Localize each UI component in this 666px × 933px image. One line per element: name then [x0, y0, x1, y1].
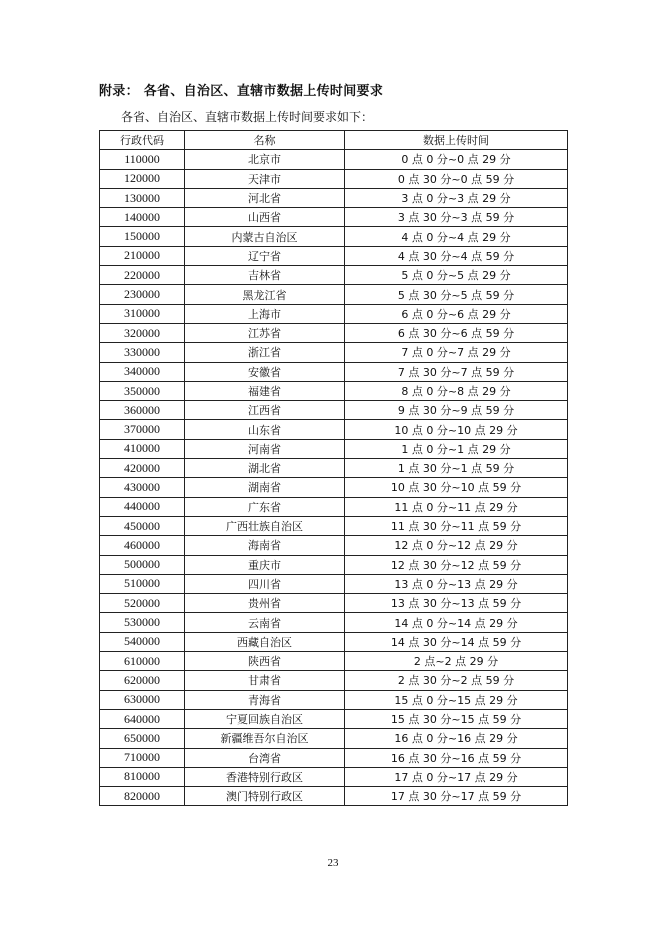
code-cell: 220000: [100, 266, 185, 285]
code-cell: 210000: [100, 246, 185, 265]
code-cell: 620000: [100, 671, 185, 690]
table-header-row: [100, 131, 568, 150]
table-row: [100, 613, 568, 632]
code-cell: 810000: [100, 767, 185, 786]
name-cell: 青海省: [185, 690, 345, 709]
table-row: [100, 516, 568, 535]
name-cell: 辽宁省: [185, 246, 345, 265]
time-cell: 12 点 0 分~12 点 29 分: [345, 536, 568, 555]
code-cell: 500000: [100, 555, 185, 574]
code-cell: 330000: [100, 343, 185, 362]
time-cell: 16 点 0 分~16 点 29 分: [345, 729, 568, 748]
time-cell: 6 点 0 分~6 点 29 分: [345, 304, 568, 323]
name-cell: 甘肃省: [185, 671, 345, 690]
intro-text: 各省、自治区、直辖市数据上传时间要求如下：: [121, 110, 374, 124]
name-cell: 云南省: [185, 613, 345, 632]
name-cell: 澳门特别行政区: [185, 787, 345, 806]
table-row: [100, 594, 568, 613]
code-cell: 370000: [100, 420, 185, 439]
table-row: [100, 748, 568, 767]
table-row: [100, 304, 568, 323]
code-cell: 310000: [100, 304, 185, 323]
table-row: [100, 227, 568, 246]
name-cell: 台湾省: [185, 748, 345, 767]
code-cell: 150000: [100, 227, 185, 246]
name-cell: 广东省: [185, 497, 345, 516]
time-cell: 15 点 0 分~15 点 29 分: [345, 690, 568, 709]
table-row: [100, 381, 568, 400]
table-row: [100, 555, 568, 574]
time-cell: 13 点 0 分~13 点 29 分: [345, 574, 568, 593]
code-cell: 540000: [100, 632, 185, 651]
time-cell: 3 点 30 分~3 点 59 分: [345, 208, 568, 227]
time-cell: 16 点 30 分~16 点 59 分: [345, 748, 568, 767]
code-cell: 520000: [100, 594, 185, 613]
time-cell: 9 点 30 分~9 点 59 分: [345, 401, 568, 420]
code-cell: 530000: [100, 613, 185, 632]
time-cell: 10 点 0 分~10 点 29 分: [345, 420, 568, 439]
table-row: [100, 401, 568, 420]
code-cell: 420000: [100, 459, 185, 478]
name-cell: 山西省: [185, 208, 345, 227]
code-cell: 450000: [100, 516, 185, 535]
table-row: [100, 323, 568, 342]
time-cell: 5 点 0 分~5 点 29 分: [345, 266, 568, 285]
table-row: [100, 787, 568, 806]
time-cell: 14 点 30 分~14 点 59 分: [345, 632, 568, 651]
time-cell: 7 点 30 分~7 点 59 分: [345, 362, 568, 381]
name-cell: 天津市: [185, 169, 345, 188]
name-cell: 福建省: [185, 381, 345, 400]
code-cell: 320000: [100, 323, 185, 342]
name-cell: 上海市: [185, 304, 345, 323]
code-cell: 610000: [100, 652, 185, 671]
time-cell: 11 点 0 分~11 点 29 分: [345, 497, 568, 516]
code-cell: 140000: [100, 208, 185, 227]
name-cell: 河南省: [185, 439, 345, 458]
table-row: [100, 632, 568, 651]
name-cell: 浙江省: [185, 343, 345, 362]
table-row: [100, 690, 568, 709]
code-cell: 350000: [100, 381, 185, 400]
time-cell: 6 点 30 分~6 点 59 分: [345, 323, 568, 342]
code-cell: 440000: [100, 497, 185, 516]
code-cell: 650000: [100, 729, 185, 748]
upload-schedule-table: [99, 130, 568, 806]
code-cell: 130000: [100, 188, 185, 207]
table-row: [100, 729, 568, 748]
name-cell: 吉林省: [185, 266, 345, 285]
name-cell: 陕西省: [185, 652, 345, 671]
time-cell: 1 点 30 分~1 点 59 分: [345, 459, 568, 478]
name-cell: 山东省: [185, 420, 345, 439]
time-cell: 13 点 30 分~13 点 59 分: [345, 594, 568, 613]
table-row: [100, 709, 568, 728]
table-row: [100, 208, 568, 227]
name-cell: 安徽省: [185, 362, 345, 381]
page-number: 23: [327, 857, 339, 869]
table-row: [100, 767, 568, 786]
name-cell: 江苏省: [185, 323, 345, 342]
table-row: [100, 150, 568, 169]
time-cell: 11 点 30 分~11 点 59 分: [345, 516, 568, 535]
time-cell: 7 点 0 分~7 点 29 分: [345, 343, 568, 362]
code-cell: 360000: [100, 401, 185, 420]
code-cell: 510000: [100, 574, 185, 593]
code-cell: 120000: [100, 169, 185, 188]
time-cell: 8 点 0 分~8 点 29 分: [345, 381, 568, 400]
time-cell: 3 点 0 分~3 点 29 分: [345, 188, 568, 207]
name-cell: 黑龙江省: [185, 285, 345, 304]
table-row: [100, 478, 568, 497]
appendix-heading: 附录： 各省、自治区、直辖市数据上传时间要求: [99, 84, 384, 99]
name-cell: 广西壮族自治区: [185, 516, 345, 535]
table-row: [100, 652, 568, 671]
code-cell: 630000: [100, 690, 185, 709]
table-row: [100, 266, 568, 285]
table-row: [100, 362, 568, 381]
name-cell: 江西省: [185, 401, 345, 420]
name-cell: 湖南省: [185, 478, 345, 497]
table-row: [100, 343, 568, 362]
code-cell: 340000: [100, 362, 185, 381]
time-cell: 5 点 30 分~5 点 59 分: [345, 285, 568, 304]
code-cell: 430000: [100, 478, 185, 497]
time-cell: 10 点 30 分~10 点 59 分: [345, 478, 568, 497]
table-row: [100, 536, 568, 555]
name-cell: 宁夏回族自治区: [185, 709, 345, 728]
table-row: [100, 188, 568, 207]
time-cell: 2 点 30 分~2 点 59 分: [345, 671, 568, 690]
name-cell: 新疆维吾尔自治区: [185, 729, 345, 748]
table-body: [100, 150, 568, 806]
time-cell: 17 点 0 分~17 点 29 分: [345, 767, 568, 786]
time-cell: 1 点 0 分~1 点 29 分: [345, 439, 568, 458]
name-cell: 北京市: [185, 150, 345, 169]
time-cell: 0 点 0 分~0 点 29 分: [345, 150, 568, 169]
table-row: [100, 420, 568, 439]
name-cell: 四川省: [185, 574, 345, 593]
table-row: [100, 459, 568, 478]
name-cell: 内蒙古自治区: [185, 227, 345, 246]
code-cell: 110000: [100, 150, 185, 169]
name-cell: 湖北省: [185, 459, 345, 478]
table-row: [100, 671, 568, 690]
code-cell: 820000: [100, 787, 185, 806]
code-cell: 710000: [100, 748, 185, 767]
header-upload-time: 数据上传时间: [345, 131, 568, 150]
table-row: [100, 246, 568, 265]
time-cell: 15 点 30 分~15 点 59 分: [345, 709, 568, 728]
name-cell: 重庆市: [185, 555, 345, 574]
table-row: [100, 285, 568, 304]
time-cell: 14 点 0 分~14 点 29 分: [345, 613, 568, 632]
code-cell: 230000: [100, 285, 185, 304]
header-name: 名称: [185, 131, 345, 150]
code-cell: 640000: [100, 709, 185, 728]
time-cell: 4 点 30 分~4 点 59 分: [345, 246, 568, 265]
name-cell: 河北省: [185, 188, 345, 207]
code-cell: 460000: [100, 536, 185, 555]
header-code: 行政代码: [100, 131, 185, 150]
time-cell: 12 点 30 分~12 点 59 分: [345, 555, 568, 574]
table-row: [100, 439, 568, 458]
time-cell: 0 点 30 分~0 点 59 分: [345, 169, 568, 188]
name-cell: 香港特别行政区: [185, 767, 345, 786]
name-cell: 贵州省: [185, 594, 345, 613]
table-row: [100, 169, 568, 188]
time-cell: 4 点 0 分~4 点 29 分: [345, 227, 568, 246]
time-cell: 2 点~2 点 29 分: [345, 652, 568, 671]
name-cell: 西藏自治区: [185, 632, 345, 651]
table-row: [100, 574, 568, 593]
table-row: [100, 497, 568, 516]
name-cell: 海南省: [185, 536, 345, 555]
code-cell: 410000: [100, 439, 185, 458]
time-cell: 17 点 30 分~17 点 59 分: [345, 787, 568, 806]
